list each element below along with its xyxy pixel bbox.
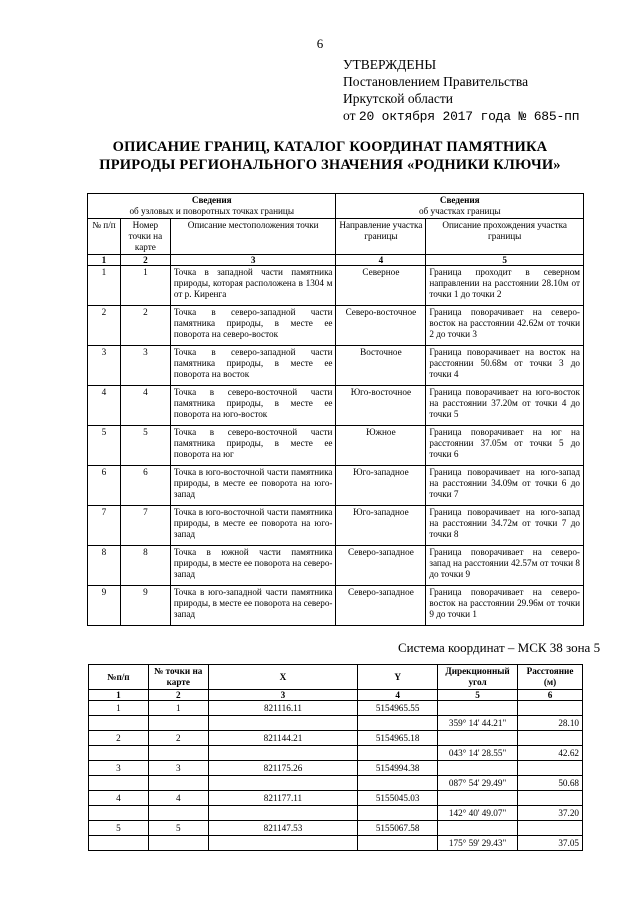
segment-direction: Юго-западное [336, 506, 426, 546]
point-row [89, 791, 583, 806]
empty-cell [518, 821, 583, 836]
point-row [89, 731, 583, 746]
empty-cell [148, 746, 208, 761]
point-location: Точка в северо-западной части памятника природы, в месте ее поворота на восток [170, 346, 336, 386]
empty-cell [518, 701, 583, 716]
column-header: Y [358, 665, 438, 690]
empty-cell [358, 806, 438, 821]
table-row [88, 346, 584, 386]
y-coordinate: 5155067.58 [358, 821, 438, 836]
empty-cell [148, 836, 208, 851]
x-coordinate: 821116.11 [208, 701, 358, 716]
point-location: Точка в северо-восточной части памятника природы, в месте ее поворота на юг [170, 426, 336, 466]
empty-cell [208, 776, 358, 791]
direction-angle: 142° 40' 49.07" [438, 806, 518, 821]
column-header: № точки на карте [148, 665, 208, 690]
column-header: Номер точки на карте [120, 219, 170, 255]
direction-angle: 043° 14' 28.55" [438, 746, 518, 761]
direction-angle: 087° 54' 29.49" [438, 776, 518, 791]
point-location: Точка в юго-восточной части памятника природы, в месте ее поворота на юго-запад [170, 506, 336, 546]
segment-description: Граница поворачивает на восток на расстоянии 50.68м от точки 3 до точки 4 [426, 346, 584, 386]
table-row [88, 586, 584, 626]
table-row [88, 386, 584, 426]
empty-cell [208, 746, 358, 761]
column-header: Описание местоположения точки [170, 219, 336, 255]
point-number: 5 [148, 821, 208, 836]
row-number: 4 [89, 791, 149, 806]
table-row [88, 426, 584, 466]
empty-cell [518, 761, 583, 776]
empty-cell [358, 776, 438, 791]
row-number: 5 [89, 821, 149, 836]
document-title [70, 138, 590, 174]
segment-description: Граница поворачивает на юго-запад на расстоянии 34.09м от точки 6 до точки 7 [426, 466, 584, 506]
approval-block [343, 56, 579, 125]
direction-angle: 359° 14' 44.21" [438, 716, 518, 731]
column-number: 2 [120, 255, 170, 266]
point-row [89, 701, 583, 716]
row-number: 5 [88, 426, 121, 466]
column-header: № п/п [88, 219, 121, 255]
segment-direction: Юго-восточное [336, 386, 426, 426]
distance: 42.62 [518, 746, 583, 761]
point-row [89, 821, 583, 836]
point-location: Точка в северо-восточной части памятника природы, в месте ее поворота на юго-восток [170, 386, 336, 426]
empty-cell [89, 716, 149, 731]
column-header: X [208, 665, 358, 690]
column-number: 5 [438, 690, 518, 701]
point-location: Точка в юго-западной части памятника природы, в месте ее поворота на северо-запад [170, 586, 336, 626]
segment-description: Граница поворачивает на северо-восток на расстоянии 29.96м от точки 9 до точки 1 [426, 586, 584, 626]
column-number: 5 [426, 255, 584, 266]
group-header-segments: Сведения об участках границы [336, 194, 584, 219]
row-number: 3 [88, 346, 121, 386]
segment-row [89, 776, 583, 791]
table-row [88, 506, 584, 546]
approval-label: УТВЕРЖДЕНЫ [343, 57, 437, 72]
point-location: Точка в юго-восточной части памятника природы, в месте ее поворота на юго-запад [170, 466, 336, 506]
column-number: 3 [208, 690, 358, 701]
document-title-line-1: ОПИСАНИЕ ГРАНИЦ, КАТАЛОГ КООРДИНАТ ПАМЯТНИКА [112, 139, 548, 155]
segment-description: Граница поворачивает на юг на расстоянии 37.05м от точки 5 до точки 6 [426, 426, 584, 466]
segment-description: Граница поворачивает на северо-восток на расстоянии 42.62м от точки 2 до точки 3 [426, 306, 584, 346]
empty-cell [518, 731, 583, 746]
row-number: 3 [89, 761, 149, 776]
row-number: 1 [89, 701, 149, 716]
row-number: 8 [88, 546, 121, 586]
empty-cell [89, 806, 149, 821]
point-location: Точка в южной части памятника природы, в месте ее поворота на северо-запад [170, 546, 336, 586]
point-number: 9 [120, 586, 170, 626]
group-header-points: Сведения об узловых и поворотных точках границы [88, 194, 336, 219]
column-header: Направление участка границы [336, 219, 426, 255]
column-number: 2 [148, 690, 208, 701]
row-number: 1 [88, 266, 121, 306]
row-number: 6 [88, 466, 121, 506]
segment-direction: Южное [336, 426, 426, 466]
empty-cell [438, 791, 518, 806]
x-coordinate: 821175.26 [208, 761, 358, 776]
approval-decree: Постановлением Правительства [343, 74, 529, 89]
point-number: 2 [148, 731, 208, 746]
row-number: 9 [88, 586, 121, 626]
point-number: 8 [120, 546, 170, 586]
table-row [88, 266, 584, 306]
point-number: 4 [120, 386, 170, 426]
row-number: 7 [88, 506, 121, 546]
empty-cell [89, 836, 149, 851]
column-header: Дирекционный угол [438, 665, 518, 690]
segment-row [89, 716, 583, 731]
column-number: 1 [88, 255, 121, 266]
page-number: 6 [316, 36, 324, 51]
empty-cell [438, 761, 518, 776]
approval-date [343, 107, 579, 125]
segment-direction: Северо-восточное [336, 306, 426, 346]
distance: 37.05 [518, 836, 583, 851]
boundary-description-table [87, 193, 584, 626]
x-coordinate: 821144.21 [208, 731, 358, 746]
column-number: 4 [358, 690, 438, 701]
empty-cell [148, 806, 208, 821]
column-header: Описание прохождения участка границы [426, 219, 584, 255]
approval-region: Иркутской области [343, 91, 454, 106]
segment-direction: Северо-западное [336, 586, 426, 626]
column-number: 4 [336, 255, 426, 266]
column-header: Расстояние (м) [518, 665, 583, 690]
y-coordinate: 5154965.18 [358, 731, 438, 746]
point-number: 1 [148, 701, 208, 716]
row-number: 2 [88, 306, 121, 346]
approval-date-value: 20 октября 2017 года № 685-пп [358, 109, 580, 124]
coordinate-catalog-table [88, 664, 583, 851]
segment-direction: Северо-западное [336, 546, 426, 586]
empty-cell [208, 716, 358, 731]
point-number: 6 [120, 466, 170, 506]
distance: 28.10 [518, 716, 583, 731]
segment-direction: Восточное [336, 346, 426, 386]
point-location: Точка в северо-западной части памятника природы, в месте ее поворота на северо-восток [170, 306, 336, 346]
point-location: Точка в западной части памятника природы, которая расположена в 1304 м от р. Киренга [170, 266, 336, 306]
table-row [88, 466, 584, 506]
empty-cell [438, 701, 518, 716]
point-number: 3 [148, 761, 208, 776]
segment-row [89, 746, 583, 761]
empty-cell [358, 746, 438, 761]
point-number: 3 [120, 346, 170, 386]
empty-cell [148, 776, 208, 791]
empty-cell [89, 746, 149, 761]
table-row [88, 546, 584, 586]
column-number: 3 [170, 255, 336, 266]
empty-cell [438, 731, 518, 746]
coordinate-system-label: Система координат – МСК 38 зона 5 [398, 640, 601, 655]
empty-cell [148, 716, 208, 731]
row-number: 4 [88, 386, 121, 426]
point-row [89, 761, 583, 776]
empty-cell [208, 836, 358, 851]
empty-cell [518, 791, 583, 806]
point-number: 4 [148, 791, 208, 806]
segment-description: Граница поворачивает на северо-запад на расстоянии 42.57м от точки 8 до точки 9 [426, 546, 584, 586]
point-number: 7 [120, 506, 170, 546]
empty-cell [89, 776, 149, 791]
segment-row [89, 836, 583, 851]
y-coordinate: 5154965.55 [358, 701, 438, 716]
segment-description: Граница поворачивает на юго-восток на расстоянии 37.20м от точки 4 до точки 5 [426, 386, 584, 426]
approval-date-prefix: от [343, 108, 356, 123]
empty-cell [358, 716, 438, 731]
column-number: 6 [518, 690, 583, 701]
segment-row [89, 806, 583, 821]
row-number: 2 [89, 731, 149, 746]
point-number: 5 [120, 426, 170, 466]
column-header: №п/п [89, 665, 149, 690]
distance: 50.68 [518, 776, 583, 791]
empty-cell [358, 836, 438, 851]
empty-cell [438, 821, 518, 836]
distance: 37.20 [518, 806, 583, 821]
direction-angle: 175° 59' 29.43" [438, 836, 518, 851]
segment-description: Граница проходит в северном направлении на расстоянии 28.10м от точки 1 до точки 2 [426, 266, 584, 306]
x-coordinate: 821177.11 [208, 791, 358, 806]
column-number: 1 [89, 690, 149, 701]
document-title-line-2: ПРИРОДЫ РЕГИОНАЛЬНОГО ЗНАЧЕНИЯ «РОДНИКИ КЛЮЧИ» [99, 157, 561, 173]
table-row [88, 306, 584, 346]
segment-direction: Юго-западное [336, 466, 426, 506]
segment-description: Граница поворачивает на юго-запад на расстоянии 34.72м от точки 7 до точки 8 [426, 506, 584, 546]
segment-direction: Северное [336, 266, 426, 306]
y-coordinate: 5154994.38 [358, 761, 438, 776]
x-coordinate: 821147.53 [208, 821, 358, 836]
empty-cell [208, 806, 358, 821]
point-number: 1 [120, 266, 170, 306]
point-number: 2 [120, 306, 170, 346]
y-coordinate: 5155045.03 [358, 791, 438, 806]
